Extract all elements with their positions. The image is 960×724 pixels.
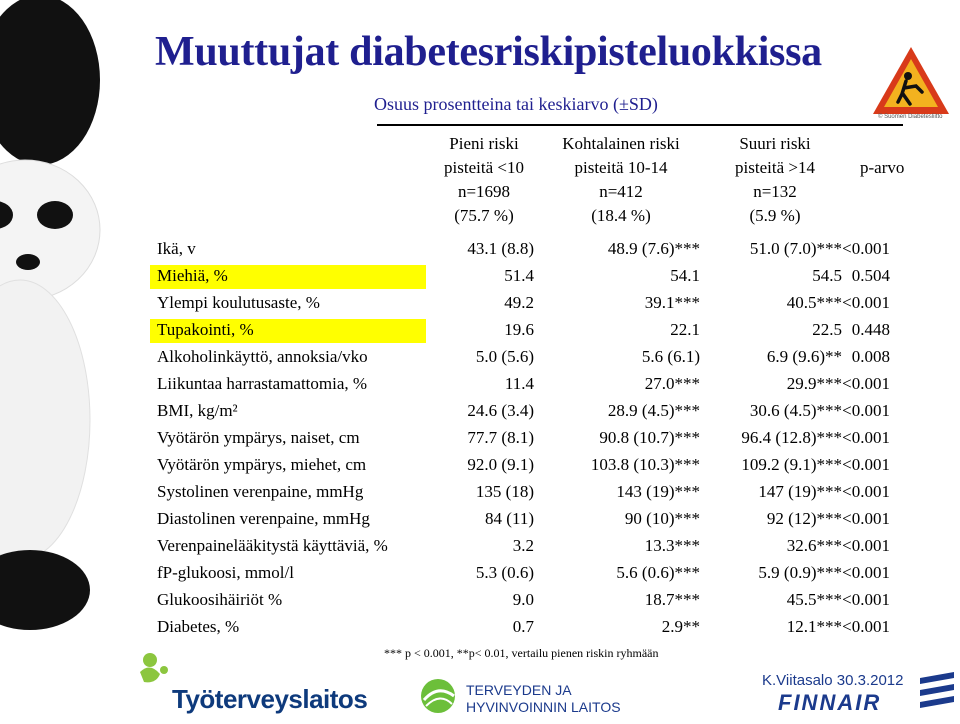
cell-high-risk: 54.5 (812, 266, 842, 285)
thl-line-1: TERVEYDEN JA (466, 682, 572, 698)
cell-low-risk: 49.2 (504, 293, 534, 312)
group-mid-name: Kohtalainen riski (562, 134, 680, 153)
cell-high-risk: 96.4 (12.8)*** (741, 428, 842, 447)
group-header-high (726, 132, 824, 228)
group-mid-range: pisteitä 10-14 (574, 158, 668, 177)
cell-low-risk: 19.6 (504, 320, 534, 339)
cell-moderate-risk: 5.6 (6.1) (641, 347, 700, 366)
cell-low-risk: 135 (18) (475, 482, 534, 501)
cell-moderate-risk: 48.9 (7.6)*** (607, 239, 700, 258)
cell-high-risk: 40.5*** (786, 293, 842, 312)
warning-sign-caption: © Suomen Diabetesliitto (878, 114, 943, 120)
cell-pvalue: <0.001 (842, 536, 890, 555)
cell-high-risk: 32.6*** (786, 536, 842, 555)
group-low-name: Pieni riski (449, 134, 519, 153)
row-label: Miehiä, % (157, 266, 228, 285)
table-row (0, 290, 960, 317)
cell-moderate-risk: 90 (10)*** (624, 509, 700, 528)
cell-high-risk: 147 (19)*** (758, 482, 842, 501)
cell-pvalue: <0.001 (842, 482, 890, 501)
group-low-range: pisteitä <10 (444, 158, 524, 177)
group-mid-n: n=412 (599, 182, 643, 201)
group-header-mid (548, 132, 694, 228)
cell-moderate-risk: 103.8 (10.3)*** (590, 455, 700, 474)
cell-moderate-risk: 28.9 (4.5)*** (607, 401, 700, 420)
ttl-logo-text: Työterveyslaitos (172, 684, 368, 714)
cell-pvalue: <0.001 (842, 401, 890, 420)
cell-moderate-risk: 18.7*** (644, 590, 700, 609)
thl-globe-icon (416, 676, 462, 716)
thl-line-2: HYVINVOINNIN LAITOS (466, 699, 621, 715)
group-high-name: Suuri riski (739, 134, 811, 153)
row-label: Verenpainelääkitystä käyttäviä, % (157, 536, 388, 555)
table-row (0, 452, 960, 479)
row-label: Liikuntaa harrastamattomia, % (157, 374, 368, 393)
table-row (0, 533, 960, 560)
cell-pvalue: 0.504 (851, 266, 890, 285)
row-label: Ikä, v (157, 239, 196, 258)
cell-low-risk: 51.4 (504, 266, 534, 285)
group-high-n: n=132 (753, 182, 797, 201)
cell-low-risk: 84 (11) (485, 509, 534, 528)
pvalue-header: p-arvo (860, 158, 905, 177)
author-date: K.Viitasalo 30.3.2012 (762, 672, 904, 689)
table-row (0, 614, 960, 641)
group-header-low (436, 132, 532, 228)
cell-low-risk: 92.0 (9.1) (467, 455, 534, 474)
row-label: Ylempi koulutusaste, % (157, 293, 320, 312)
cell-low-risk: 9.0 (512, 590, 534, 609)
group-low-pct: (75.7 %) (454, 206, 514, 225)
cell-high-risk: 30.6 (4.5)*** (749, 401, 842, 420)
cell-moderate-risk: 5.6 (0.6)*** (616, 563, 700, 582)
group-high-pct: (5.9 %) (749, 206, 801, 225)
thl-logo-text (466, 682, 621, 716)
cell-pvalue: <0.001 (842, 428, 890, 447)
slide-subtitle: Osuus prosentteina tai keskiarvo (±SD) (374, 94, 658, 114)
ttl-leaf-icon (136, 650, 176, 690)
cell-pvalue: <0.001 (842, 293, 890, 312)
cell-high-risk: 12.1*** (786, 617, 842, 636)
cell-high-risk: 6.9 (9.6)** (766, 347, 842, 366)
cell-high-risk: 29.9*** (786, 374, 842, 393)
group-high-range: pisteitä >14 (735, 158, 815, 177)
cell-moderate-risk: 143 (19)*** (616, 482, 700, 501)
cell-high-risk: 51.0 (7.0)*** (749, 239, 842, 258)
cell-low-risk: 5.3 (0.6) (475, 563, 534, 582)
cell-low-risk: 43.1 (8.8) (467, 239, 534, 258)
cell-moderate-risk: 2.9** (661, 617, 700, 636)
slide-title: Muuttujat diabetesriskipisteluokkissa (155, 29, 822, 75)
cell-pvalue: <0.001 (842, 563, 890, 582)
cell-high-risk: 109.2 (9.1)*** (741, 455, 842, 474)
table-row (0, 479, 960, 506)
table-row (0, 425, 960, 452)
cell-low-risk: 0.7 (512, 617, 534, 636)
table-row (0, 560, 960, 587)
row-label: Vyötärön ympärys, miehet, cm (157, 455, 367, 474)
cell-low-risk: 24.6 (3.4) (467, 401, 534, 420)
cell-pvalue: 0.008 (851, 347, 890, 366)
cell-high-risk: 22.5 (812, 320, 842, 339)
table-row (0, 317, 960, 344)
cell-moderate-risk: 54.1 (670, 266, 700, 285)
row-label: Vyötärön ympärys, naiset, cm (157, 428, 360, 447)
table-top-rule (377, 124, 903, 126)
finnair-logo-text: FINNAIR (778, 690, 882, 715)
cell-pvalue: 0.448 (851, 320, 890, 339)
cell-pvalue: <0.001 (842, 455, 890, 474)
table-row (0, 398, 960, 425)
cell-low-risk: 77.7 (8.1) (467, 428, 534, 447)
table-row (0, 344, 960, 371)
cell-low-risk: 11.4 (504, 374, 534, 393)
row-label: Diabetes, % (157, 617, 240, 636)
row-label: Glukoosihäiriöt % (157, 590, 283, 609)
table-row (0, 263, 960, 290)
group-low-n: n=1698 (457, 182, 511, 201)
cell-low-risk: 3.2 (512, 536, 534, 555)
cell-moderate-risk: 39.1*** (644, 293, 700, 312)
table-row (0, 587, 960, 614)
table-row (0, 371, 960, 398)
cell-pvalue: <0.001 (842, 509, 890, 528)
cell-moderate-risk: 22.1 (670, 320, 700, 339)
cell-moderate-risk: 27.0*** (644, 374, 700, 393)
cell-moderate-risk: 90.8 (10.7)*** (599, 428, 700, 447)
table-row (0, 506, 960, 533)
finnair-flag-icon (920, 672, 954, 708)
cell-pvalue: <0.001 (842, 617, 890, 636)
row-label: fP-glukoosi, mmol/l (157, 563, 294, 582)
cell-moderate-risk: 13.3*** (644, 536, 700, 555)
cell-high-risk: 92 (12)*** (766, 509, 842, 528)
cell-pvalue: <0.001 (842, 590, 890, 609)
cell-pvalue: <0.001 (842, 239, 890, 258)
cell-pvalue: <0.001 (842, 374, 890, 393)
row-label: Diastolinen verenpaine, mmHg (157, 509, 370, 528)
group-mid-pct: (18.4 %) (591, 206, 651, 225)
cell-high-risk: 5.9 (0.9)*** (758, 563, 842, 582)
diabetes-warning-sign-icon (870, 44, 952, 120)
cell-high-risk: 45.5*** (786, 590, 842, 609)
table-footnote: *** p < 0.001, **p< 0.01, vertailu pienen riskin ryhmään (384, 646, 659, 660)
row-label: Systolinen verenpaine, mmHg (157, 482, 364, 501)
row-label: Alkoholinkäyttö, annoksia/vko (157, 347, 368, 366)
row-label: Tupakointi, % (157, 320, 254, 339)
table-row (0, 236, 960, 263)
row-label: BMI, kg/m² (157, 401, 238, 420)
cell-low-risk: 5.0 (5.6) (475, 347, 534, 366)
